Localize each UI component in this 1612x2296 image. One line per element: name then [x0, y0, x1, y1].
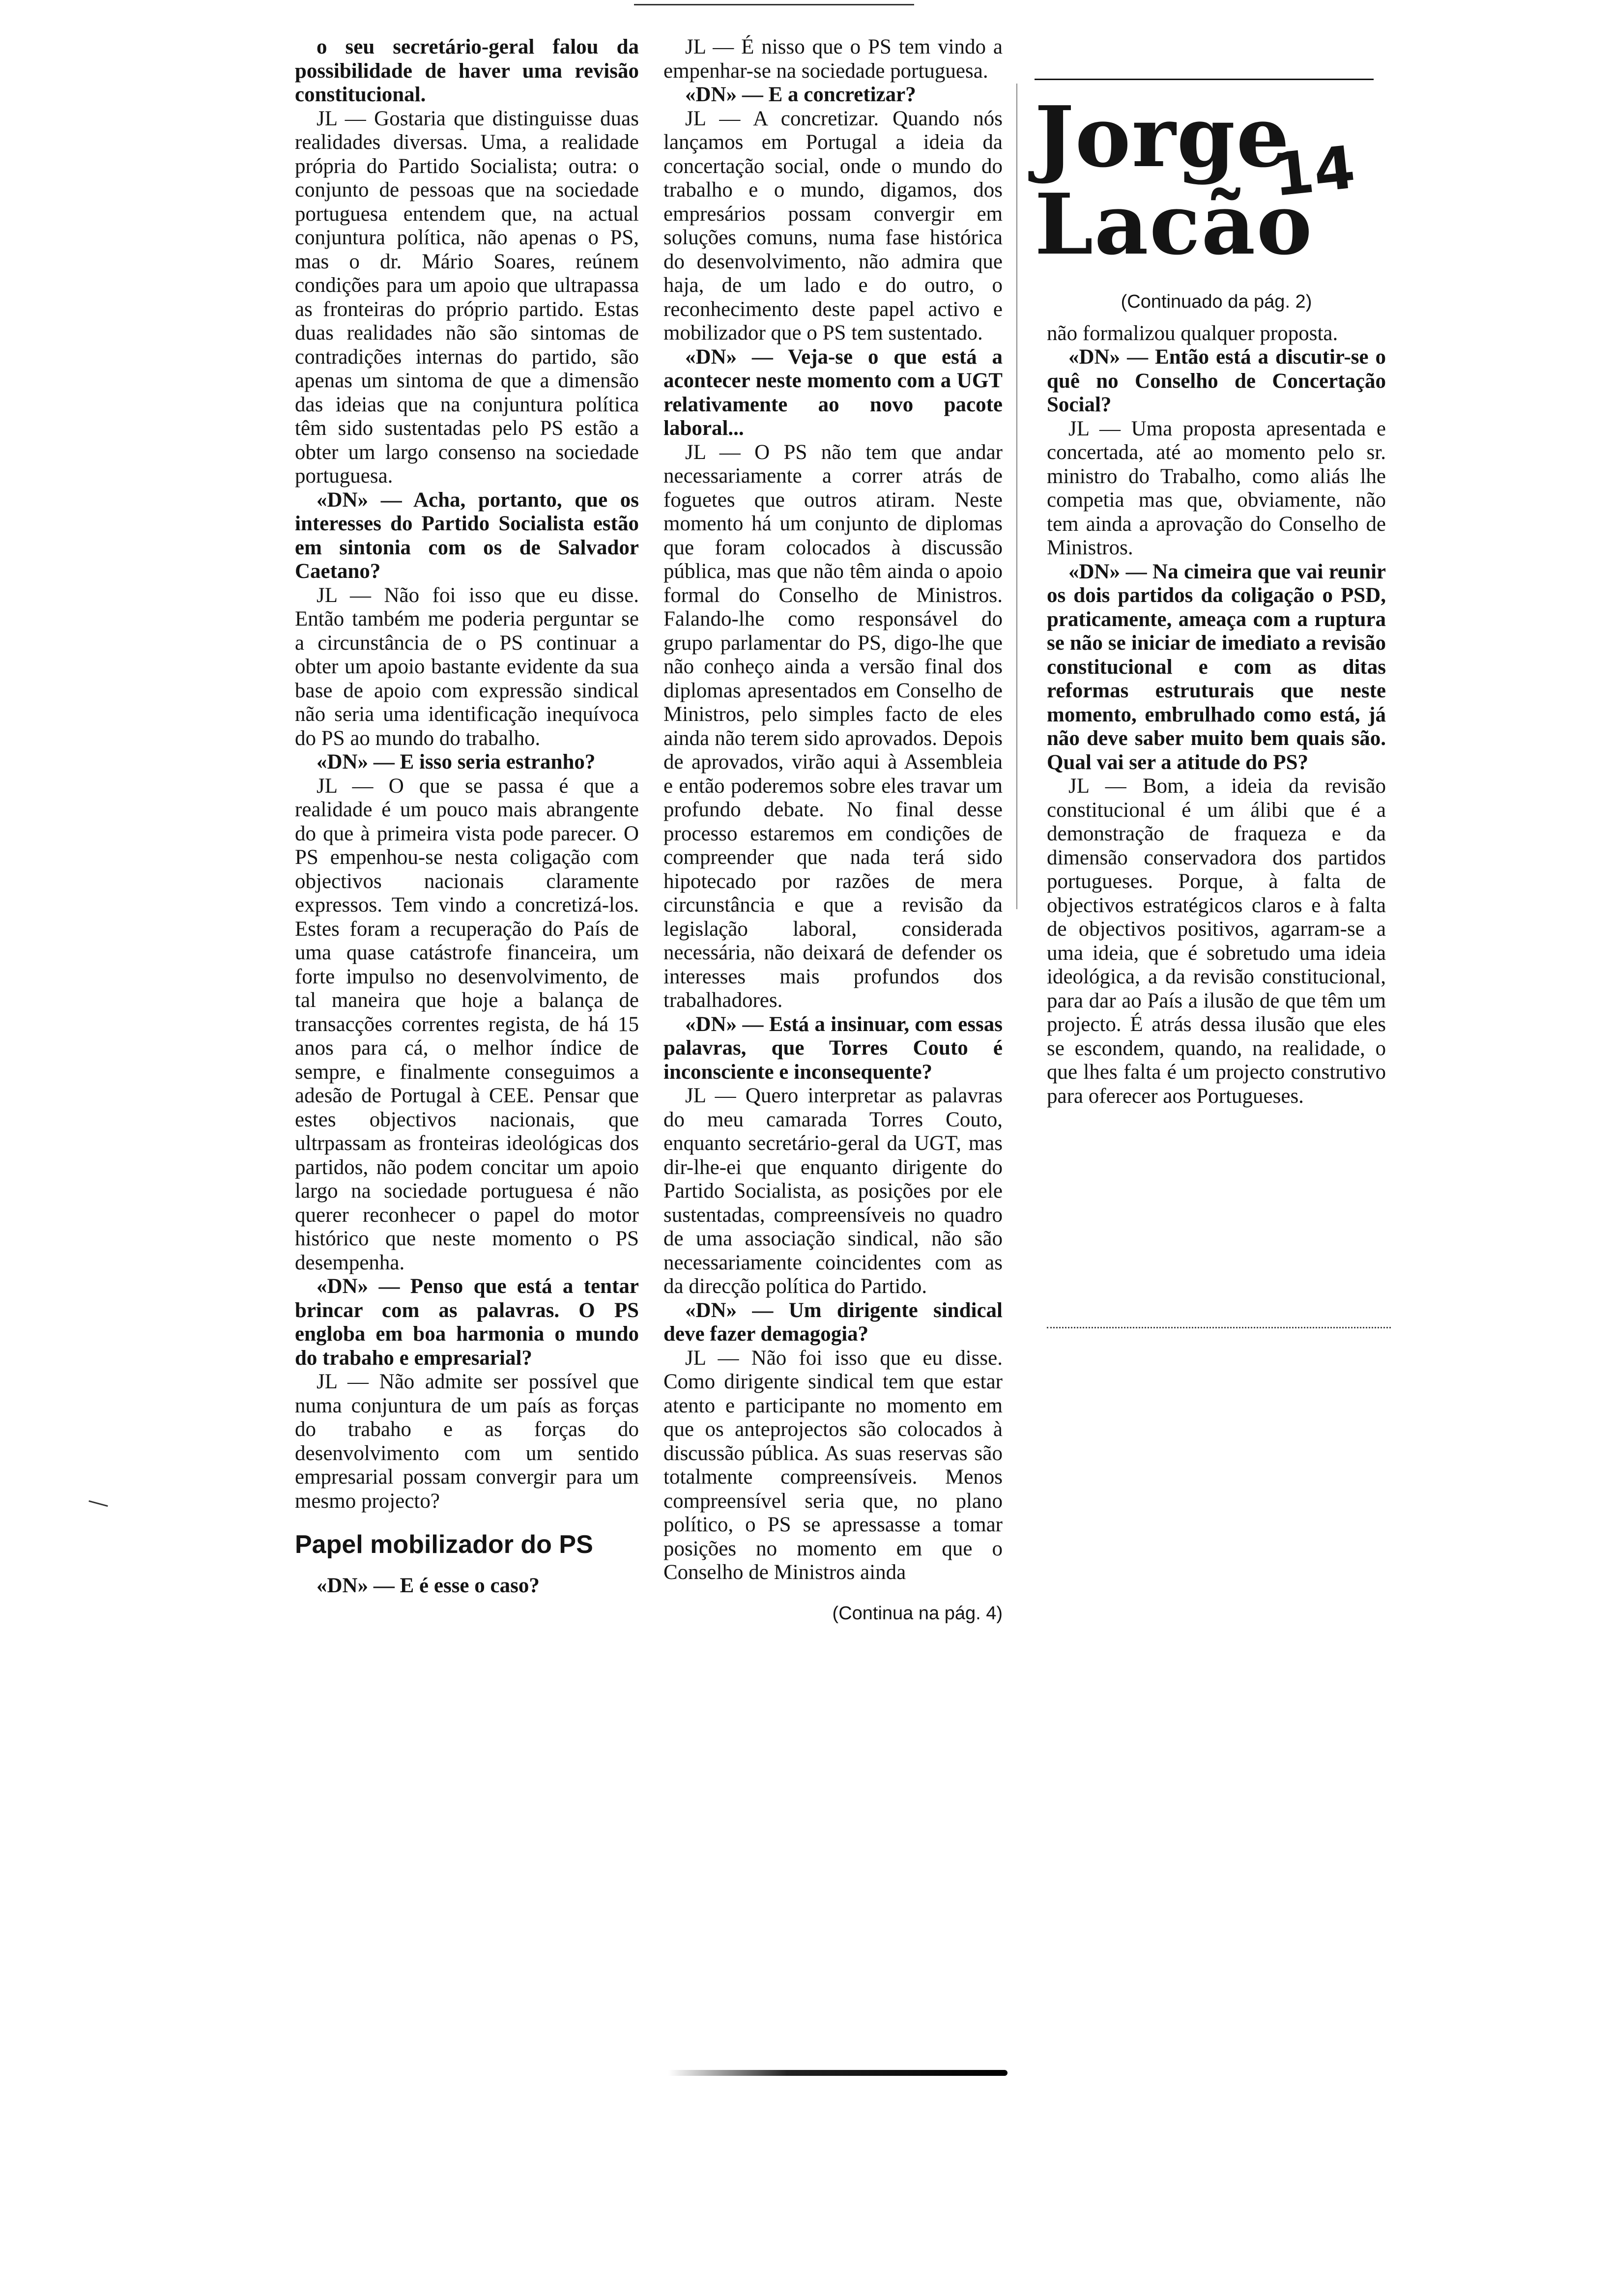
section-subheading: Papel mobilizador do PS	[295, 1530, 593, 1559]
interview-answer: JL — Não foi isso que eu disse. Então também me poderia perguntar se a circunstância de o PS continuar a obter um apoio bastante evidente da sua base de apoio com expressão sindical não seria uma identificação inequívoca do PS ao mundo do trabalho.	[295, 583, 639, 750]
interview-answer: JL — A concretizar. Quando nós lançamos em Portugal a ideia da concertação social, onde o mundo do trabalho e o mundo, digamos, dos empresários possam convergir em soluções comuns, numa fase histórica do desenvolvimento, não admira que haja, de um lado e do outro, o reconhecimento deste papel activo e mobilizador que o PS tem sustentado.	[663, 107, 1003, 344]
interview-question: o seu secretário-geral falou da possibilidade de haver uma revisão constitucional.	[295, 35, 639, 106]
headline-rule	[1035, 79, 1374, 80]
interview-question: «DN» — Então está a discutir-se o quê no Conselho de Concertação Social?	[1047, 345, 1386, 416]
interview-question: «DN» — Acha, portanto, que os interesses do Partido Socialista estão em sintonia com os de Salvador Caetano?	[295, 488, 639, 583]
interview-answer: JL — É nisso que o PS tem vindo a empenhar-se na sociedade portuguesa.	[663, 35, 1003, 83]
title-first-name: Jorge	[1035, 88, 1291, 186]
column-divider	[1016, 84, 1017, 909]
interview-answer: JL — O que se passa é que a realidade é um pouco mais abrangente do que à primeira vista pode parecer. O PS empenhou-se nesta coligação com objectivos nacionais claramente expressos. Tem vindo a concretizá-los. Estes foram a recuperação do País de uma quase catástrofe financeira, um forte impulso no desenvolvimento, de tal maneira que hoje a balança de transacções correntes regista, de há 15 anos para cá, o melhor índice de sempre, e finalmente conseguimos a adesão de Portugal à CEE. Pensar que estes objectivos nacionais, que ultrpassam as fronteiras ideológicas dos partidos, não podem concitar um apoio largo na sociedade portuguesa é não querer reconhecer o papel do motor histórico que neste momento o PS desempenha.	[295, 774, 639, 1274]
interview-question: «DN» — E a concretizar?	[685, 83, 916, 106]
title-last-name: Lacão	[1035, 175, 1313, 274]
interview-question: «DN» — Está a insinuar, com essas palavras, que Torres Couto é inconsciente e inconsequente?	[663, 1012, 1003, 1084]
interview-question: «DN» — Penso que está a tentar brincar com as palavras. O PS engloba em boa harmonia o mundo do trabaho e empresarial?	[295, 1275, 639, 1370]
article-column-3	[1047, 290, 1386, 1108]
interview-answer: não formalizou qualquer proposta.	[1047, 321, 1338, 345]
interview-answer: JL — Quero interpretar as palavras do meu camarada Torres Couto, enquanto secretário-geral da UGT, mas dir-lhe-ei que enquanto dirigente do Partido Socialista, as posições por ele sustentadas, compreensíveis no quadro de uma associação sindical, não são necessariamente coincidentes com as da direcção política do Partido.	[663, 1084, 1003, 1298]
handwritten-page-mark: 14	[1269, 133, 1358, 210]
interview-question: «DN» — Um dirigente sindical deve fazer demagogia?	[663, 1298, 1003, 1346]
article-column-2	[663, 35, 1003, 1625]
article-column-1	[295, 35, 639, 1598]
bottom-rule	[668, 2070, 1008, 2076]
interview-answer: JL — Gostaria que distinguisse duas realidades diversas. Uma, a realidade própria do Partido Socialista; outra: o conjunto de pessoas que na sociedade portuguesa entendem que, na actual conjuntura política, não apenas o PS, mas o dr. Mário Soares, reúnem condições para um apoio que ultrapassa as fronteiras do próprio partido. Estas duas realidades não são sintomas de contradições internas do partido, são apenas um sintoma de que a dimensão das ideias que na conjuntura política têm sido sustentadas pelo PS estão a obter um largo consenso na sociedade portuguesa.	[295, 107, 639, 488]
continued-next-note: (Continua na pág. 4)	[832, 1603, 1003, 1624]
interview-question: «DN» — E é esse o caso?	[317, 1574, 540, 1597]
closing-dotted-line	[1047, 1327, 1391, 1328]
continued-from-note: (Continuado da pág. 2)	[1121, 291, 1312, 312]
top-rule	[634, 4, 914, 5]
interview-question: «DN» — Na cimeira que vai reunir os dois partidos da coligação o PSD, praticamente, ameaça com a ruptura se não se iniciar de imediato a revisão constitucional e com as ditas reformas estruturais que neste momento, embrulhado como está, já não deve saber muito bem quais são. Qual vai ser a atitude do PS?	[1047, 560, 1386, 774]
interview-question: «DN» — Veja-se o que está a acontecer neste momento com a UGT relativamente ao novo pacote laboral...	[663, 345, 1003, 440]
margin-mark	[88, 1500, 108, 1507]
interview-answer: JL — O PS não tem que andar necessariamente a correr atrás de foguetes que outros atiram. Neste momento há um conjunto de diplomas que foram colocados à discussão pública, mas que não têm ainda o apoio formal do Conselho de Ministros. Falando-lhe como responsável do grupo parlamentar do PS, digo-lhe que não conheço ainda a versão final dos diplomas apresentados em Conselho de Ministros, pelo simples facto de eles ainda não terem sido aprovados. Depois de aprovados, virão aqui à Assembleia e então poderemos sobre eles travar um profundo debate. No final desse processo estaremos em condições de compreender que nada terá sido hipotecado por razões de mera circunstância e que a revisão da legislação laboral, considerada necessária, não deixará de defender os interesses mais profundos dos trabalhadores.	[663, 440, 1003, 1012]
interview-answer: JL — Não admite ser possível que numa conjuntura de um país as forças do trabaho e as forças do desenvolvimento com um sentido empresarial possam convergir para um mesmo projecto?	[295, 1370, 639, 1513]
interview-question: «DN» — E isso seria estranho?	[317, 750, 596, 774]
interview-answer: JL — Não foi isso que eu disse. Como dirigente sindical tem que estar atento e participante no momento em que os anteprojectos são colocados à discussão pública. As suas reservas são totalmente compreensíveis. Menos compreensível seria que, no plano político, o PS se apressasse a tomar posições no momento em que o Conselho de Ministros ainda	[663, 1346, 1003, 1584]
interview-answer: JL — Bom, a ideia da revisão constitucional é um álibi que é a demonstração de fraqueza e da dimensão conservadora dos partidos portugueses. Porque, à falta de objectivos estratégicos claros e à falta de objectivos positivos, agarram-se a uma ideia, que é sobretudo uma ideia ideológica, a da revisão constitucional, para dar ao País a ilusão de que têm um projecto. É atrás dessa ilusão que eles se escondem, quando, na realidade, o que lhes falta é um projecto construtivo para oferecer aos Portugueses.	[1047, 775, 1386, 1108]
interview-answer: JL — Uma proposta apresentada e concertada, até ao momento pelo sr. ministro do Trabalho, como aliás lhe competia mas que, obviamente, não tem ainda a aprovação do Conselho de Ministros.	[1047, 417, 1386, 559]
